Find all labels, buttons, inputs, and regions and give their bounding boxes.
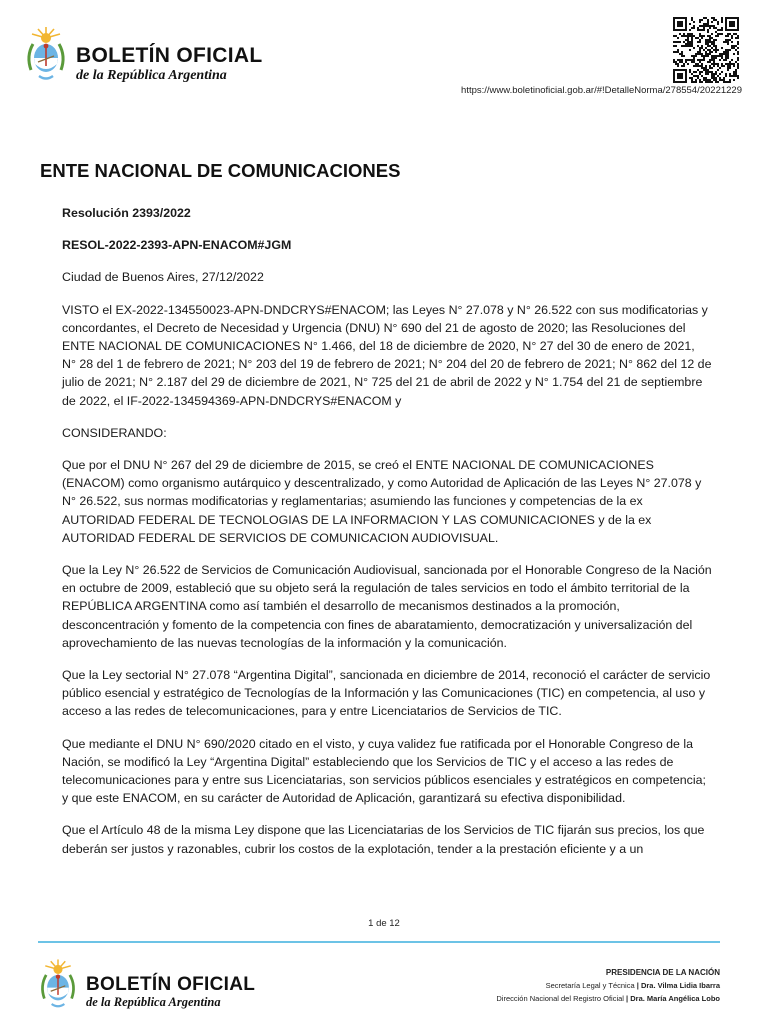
resolution-reference: RESOL-2022-2393-APN-ENACOM#JGM bbox=[62, 238, 292, 253]
paragraph: VISTO el EX-2022-134550023-APN-DNDCRYS#ENACOM; las Leyes N° 27.078 y N° 26.522 con sus modificatorias y concordantes, el Decreto de Necesidad y Urgencia (DNU) N° 690 del 21 de agosto de 2020; las Resoluciones del ENTE NACIONAL DE COMUNICACIONES N° 1.466, del 18 de diciembre de 2020, N° 27 del 30 de enero de 2021, N° 28 del 1 de febrero de 2021; N° 203 del 19 de febrero de 2021; N° 204 del 20 de febrero de 2021; N° 862 del 12 de julio de 2021; N° 2.187 del 29 de diciembre de 2021, N° 725 del 21 de abril de 2022 y N° 1.754 del 21 de septiembre de 2022, el IF-2022-134594369-APN-DNDCRYS#ENACOM y bbox=[62, 302, 712, 408]
qr-code-icon bbox=[673, 17, 739, 83]
footer-credits bbox=[496, 966, 720, 1005]
footer-name-2: Dra. María Angélica Lobo bbox=[630, 994, 720, 1003]
agency-title: ENTE NACIONAL DE COMUNICACIONES bbox=[40, 160, 401, 181]
paragraph: Que por el DNU N° 267 del 29 de diciembre de 2015, se creó el ENTE NACIONAL DE COMUNICACIONES (ENACOM) como organismo autárquico y descentralizado, y como Autoridad de Aplicación de las Leyes N° 27.078 y N° 26.522, sus normas modificatorias y reglamentarias; asumiendo las funciones y competencias de la ex AUTORIDAD FEDERAL DE TECNOLOGIAS DE LA INFORMACION Y LAS COMUNICACIONES y de la ex AUTORIDAD FEDERAL DE SERVICIOS DE COMUNICACION AUDIOVISUAL. bbox=[62, 458, 702, 545]
footer-line-2 bbox=[496, 992, 720, 1005]
footer-logo-title: BOLETÍN OFICIAL bbox=[86, 974, 256, 995]
document-url[interactable]: https://www.boletinoficial.gob.ar/#!DetalleNorma/278554/20221229 bbox=[461, 85, 742, 96]
page-number: 1 de 12 bbox=[368, 918, 400, 929]
paragraph: CONSIDERANDO: bbox=[62, 425, 167, 440]
place-date: Ciudad de Buenos Aires, 27/12/2022 bbox=[62, 270, 264, 285]
footer-separator: | bbox=[626, 994, 629, 1003]
footer-separator: | bbox=[636, 981, 639, 990]
footer-boletin-oficial-logo bbox=[38, 958, 278, 1014]
document-body bbox=[62, 204, 712, 872]
paragraph: Que la Ley N° 26.522 de Servicios de Comunicación Audiovisual, sancionada por el Honorable Congreso de la Nación en octubre de 2009, estableció que su objeto será la regulación de tales servicios en todo el ámbito territorial de la REPÚBLICA ARGENTINA como así también el desarrollo de mecanismos destinados a la promoción, desconcentración y fomento de la competencia con fines de abaratamiento, democratización y universalización del aprovechamiento de las nuevas tecnologías de la información y la comunicación. bbox=[62, 563, 712, 650]
resolution-number: Resolución 2393/2022 bbox=[62, 206, 191, 220]
boletin-oficial-logo bbox=[24, 26, 264, 90]
argentina-coat-of-arms-icon bbox=[24, 26, 68, 82]
footer-office-1: Secretaría Legal y Técnica bbox=[545, 981, 635, 990]
logo-subtitle: de la República Argentina bbox=[76, 68, 227, 83]
footer-divider bbox=[38, 941, 720, 943]
argentina-coat-of-arms-icon bbox=[38, 958, 78, 1010]
logo-title: BOLETÍN OFICIAL bbox=[76, 44, 263, 67]
paragraph: Que el Artículo 48 de la misma Ley dispone que las Licenciatarias de los Servicios de TIC fijarán sus precios, los que deberán ser justos y razonables, cubrir los costos de la explotación, tender a la prestación eficiente y a un bbox=[62, 823, 705, 856]
paragraph: Que mediante el DNU N° 690/2020 citado en el visto, y cuya validez fue ratificada por el Honorable Congreso de la Nación, se modificó la Ley “Argentina Digital” estableciendo que los Servicios de TIC y el acceso a las redes de telecomunicaciones para y entre sus Licenciatarias, son servicios públicos esenciales y estratégicos en competencia; y que este ENACOM, en su carácter de Autoridad de Aplicación, garantizará su efectiva disponibilidad. bbox=[62, 736, 706, 806]
footer-office-2: Dirección Nacional del Registro Oficial bbox=[496, 994, 624, 1003]
footer-logo-subtitle: de la República Argentina bbox=[86, 995, 221, 1009]
footer-line-1 bbox=[496, 979, 720, 992]
footer-name-1: Dra. Vilma Lidia Ibarra bbox=[640, 981, 720, 990]
paragraph: Que la Ley sectorial N° 27.078 “Argentina Digital”, sancionada en diciembre de 2014, reconoció el carácter de servicio público esencial y estratégico de Tecnologías de la Información y las Comunicaciones (TIC) en competencia, al uso y acceso a las redes de telecomunicaciones, para y entre Licenciatarios de Servicios de TIC. bbox=[62, 668, 711, 719]
footer-presidency: PRESIDENCIA DE LA NACIÓN bbox=[605, 968, 720, 977]
